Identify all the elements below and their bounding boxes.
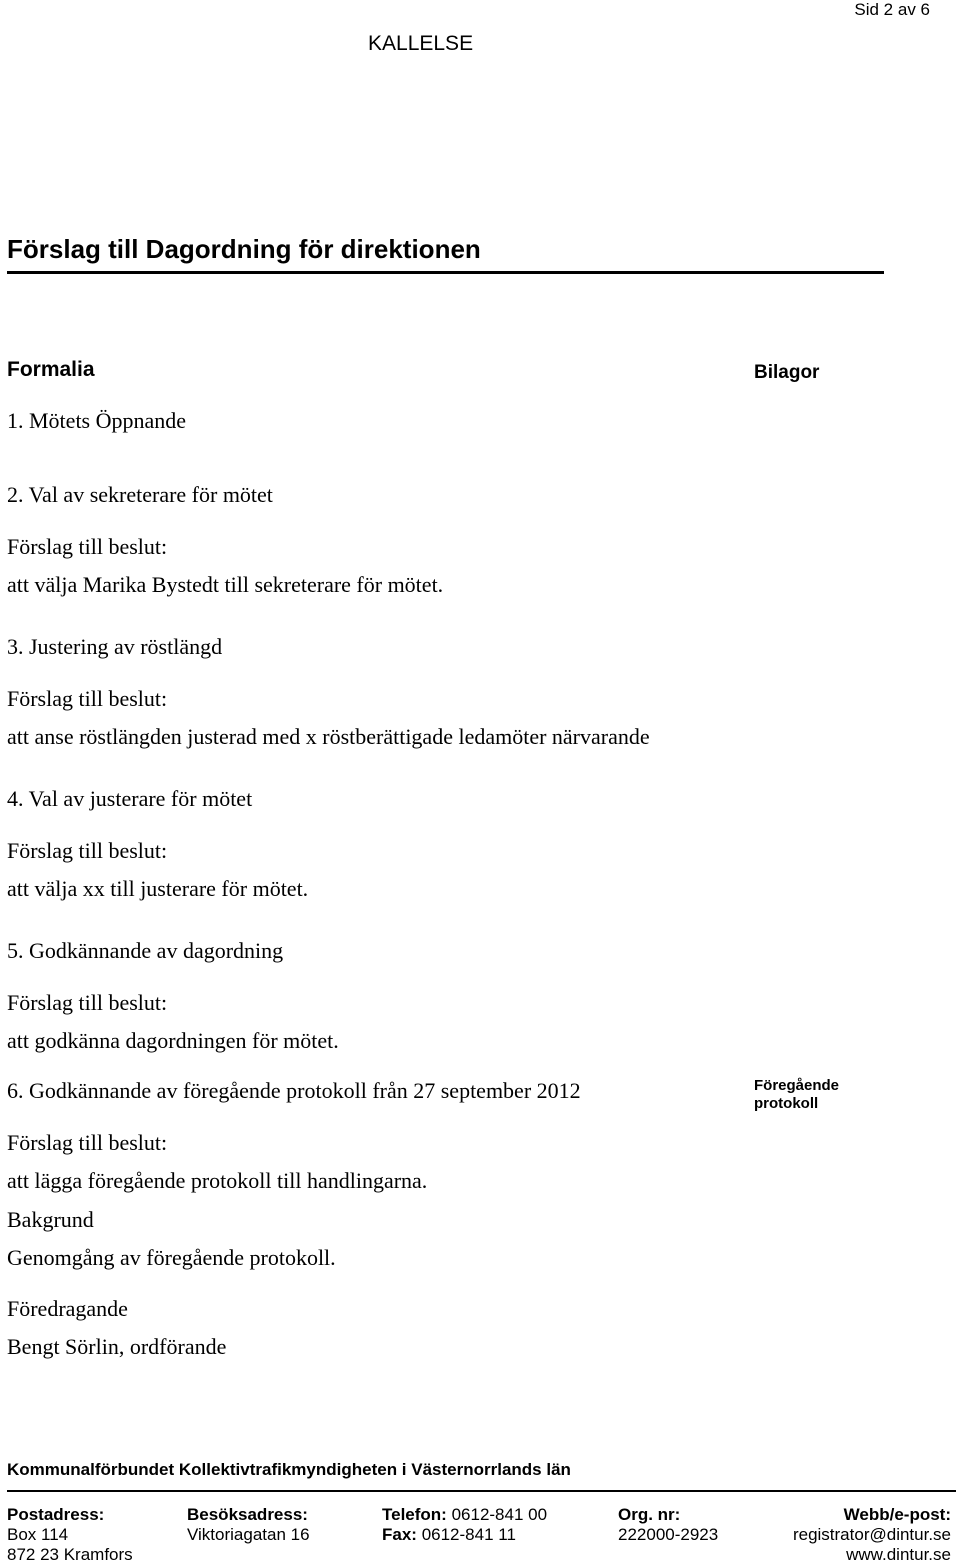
email-link[interactable]: registrator@dintur.se <box>792 1525 951 1544</box>
title-divider <box>7 271 884 274</box>
postal-line-2: 872 23 Kramfors <box>7 1545 133 1564</box>
attachments-heading: Bilagor <box>754 362 820 383</box>
attachment-previous-minutes: Föregående protokoll <box>754 1077 840 1112</box>
agenda-item-3-title: 3. Justering av röstlängd <box>7 634 223 659</box>
visit-line-1: Viktoriagatan 16 <box>187 1525 310 1544</box>
agenda-item-2-proposal-text: att välja Marika Bystedt till sekreterare för mötet. <box>7 572 444 597</box>
agenda-item-2-title: 2. Val av sekreterare för mötet <box>7 482 273 507</box>
web-label: Webb/e-post: <box>843 1505 951 1524</box>
footer-phone-fax <box>382 1505 547 1545</box>
agenda-item-4-title: 4. Val av justerare för mötet <box>7 786 253 811</box>
section-heading: Formalia <box>7 358 95 381</box>
footer-web-contact <box>793 1505 951 1565</box>
agenda-item-4-proposal-text: att välja xx till justerare för mötet. <box>7 876 309 901</box>
agenda-item-6-background-label: Bakgrund <box>7 1207 94 1232</box>
footer-postal-address <box>7 1505 133 1565</box>
agenda-item-3-proposal-label: Förslag till beslut: <box>7 686 168 711</box>
agenda-item-6-presenter-label: Föredragande <box>7 1296 128 1321</box>
agenda-item-5-proposal-text: att godkänna dagordningen för mötet. <box>7 1028 339 1053</box>
org-nr-value: 222000-2923 <box>618 1525 719 1544</box>
phone-label: Telefon: <box>382 1505 447 1524</box>
agenda-item-6-background-text: Genomgång av föregående protokoll. <box>7 1245 336 1270</box>
website-link[interactable]: www.dintur.se <box>846 1545 951 1564</box>
org-nr-label: Org. nr: <box>618 1505 681 1524</box>
footer-visit-address <box>187 1505 310 1545</box>
footer-divider <box>7 1490 956 1492</box>
agenda-item-5-proposal-label: Förslag till beslut: <box>7 990 168 1015</box>
page-title: Förslag till Dagordning för direktionen <box>7 234 481 264</box>
agenda-item-3-proposal-text: att anse röstlängden justerad med x röstberättigade ledamöter närvarande <box>7 724 650 749</box>
fax-label: Fax: <box>382 1525 417 1544</box>
phone-value: 0612-841 00 <box>446 1505 548 1524</box>
agenda-item-4-proposal-label: Förslag till beslut: <box>7 838 168 863</box>
document-type: KALLELSE <box>368 32 474 55</box>
postal-line-1: Box 114 <box>7 1525 69 1544</box>
agenda-item-5-title: 5. Godkännande av dagordning <box>7 938 284 963</box>
agenda-item-6-proposal-label: Förslag till beslut: <box>7 1130 168 1155</box>
visit-label: Besöksadress: <box>187 1505 308 1524</box>
footer-org-number <box>618 1505 718 1545</box>
agenda-item-2-proposal-label: Förslag till beslut: <box>7 534 168 559</box>
agenda-item-1-title: 1. Mötets Öppnande <box>7 408 187 433</box>
fax-value: 0612-841 11 <box>416 1525 516 1544</box>
page-number: Sid 2 av 6 <box>854 0 930 19</box>
postal-label: Postadress: <box>7 1505 105 1524</box>
agenda-item-6-title: 6. Godkännande av föregående protokoll från 27 september 2012 <box>7 1078 581 1103</box>
agenda-item-6-presenter-text: Bengt Sörlin, ordförande <box>7 1334 227 1359</box>
footer-organization: Kommunalförbundet Kollektivtrafikmyndigheten i Västernorrlands län <box>7 1460 571 1479</box>
agenda-item-6-proposal-text: att lägga föregående protokoll till handlingarna. <box>7 1168 428 1193</box>
